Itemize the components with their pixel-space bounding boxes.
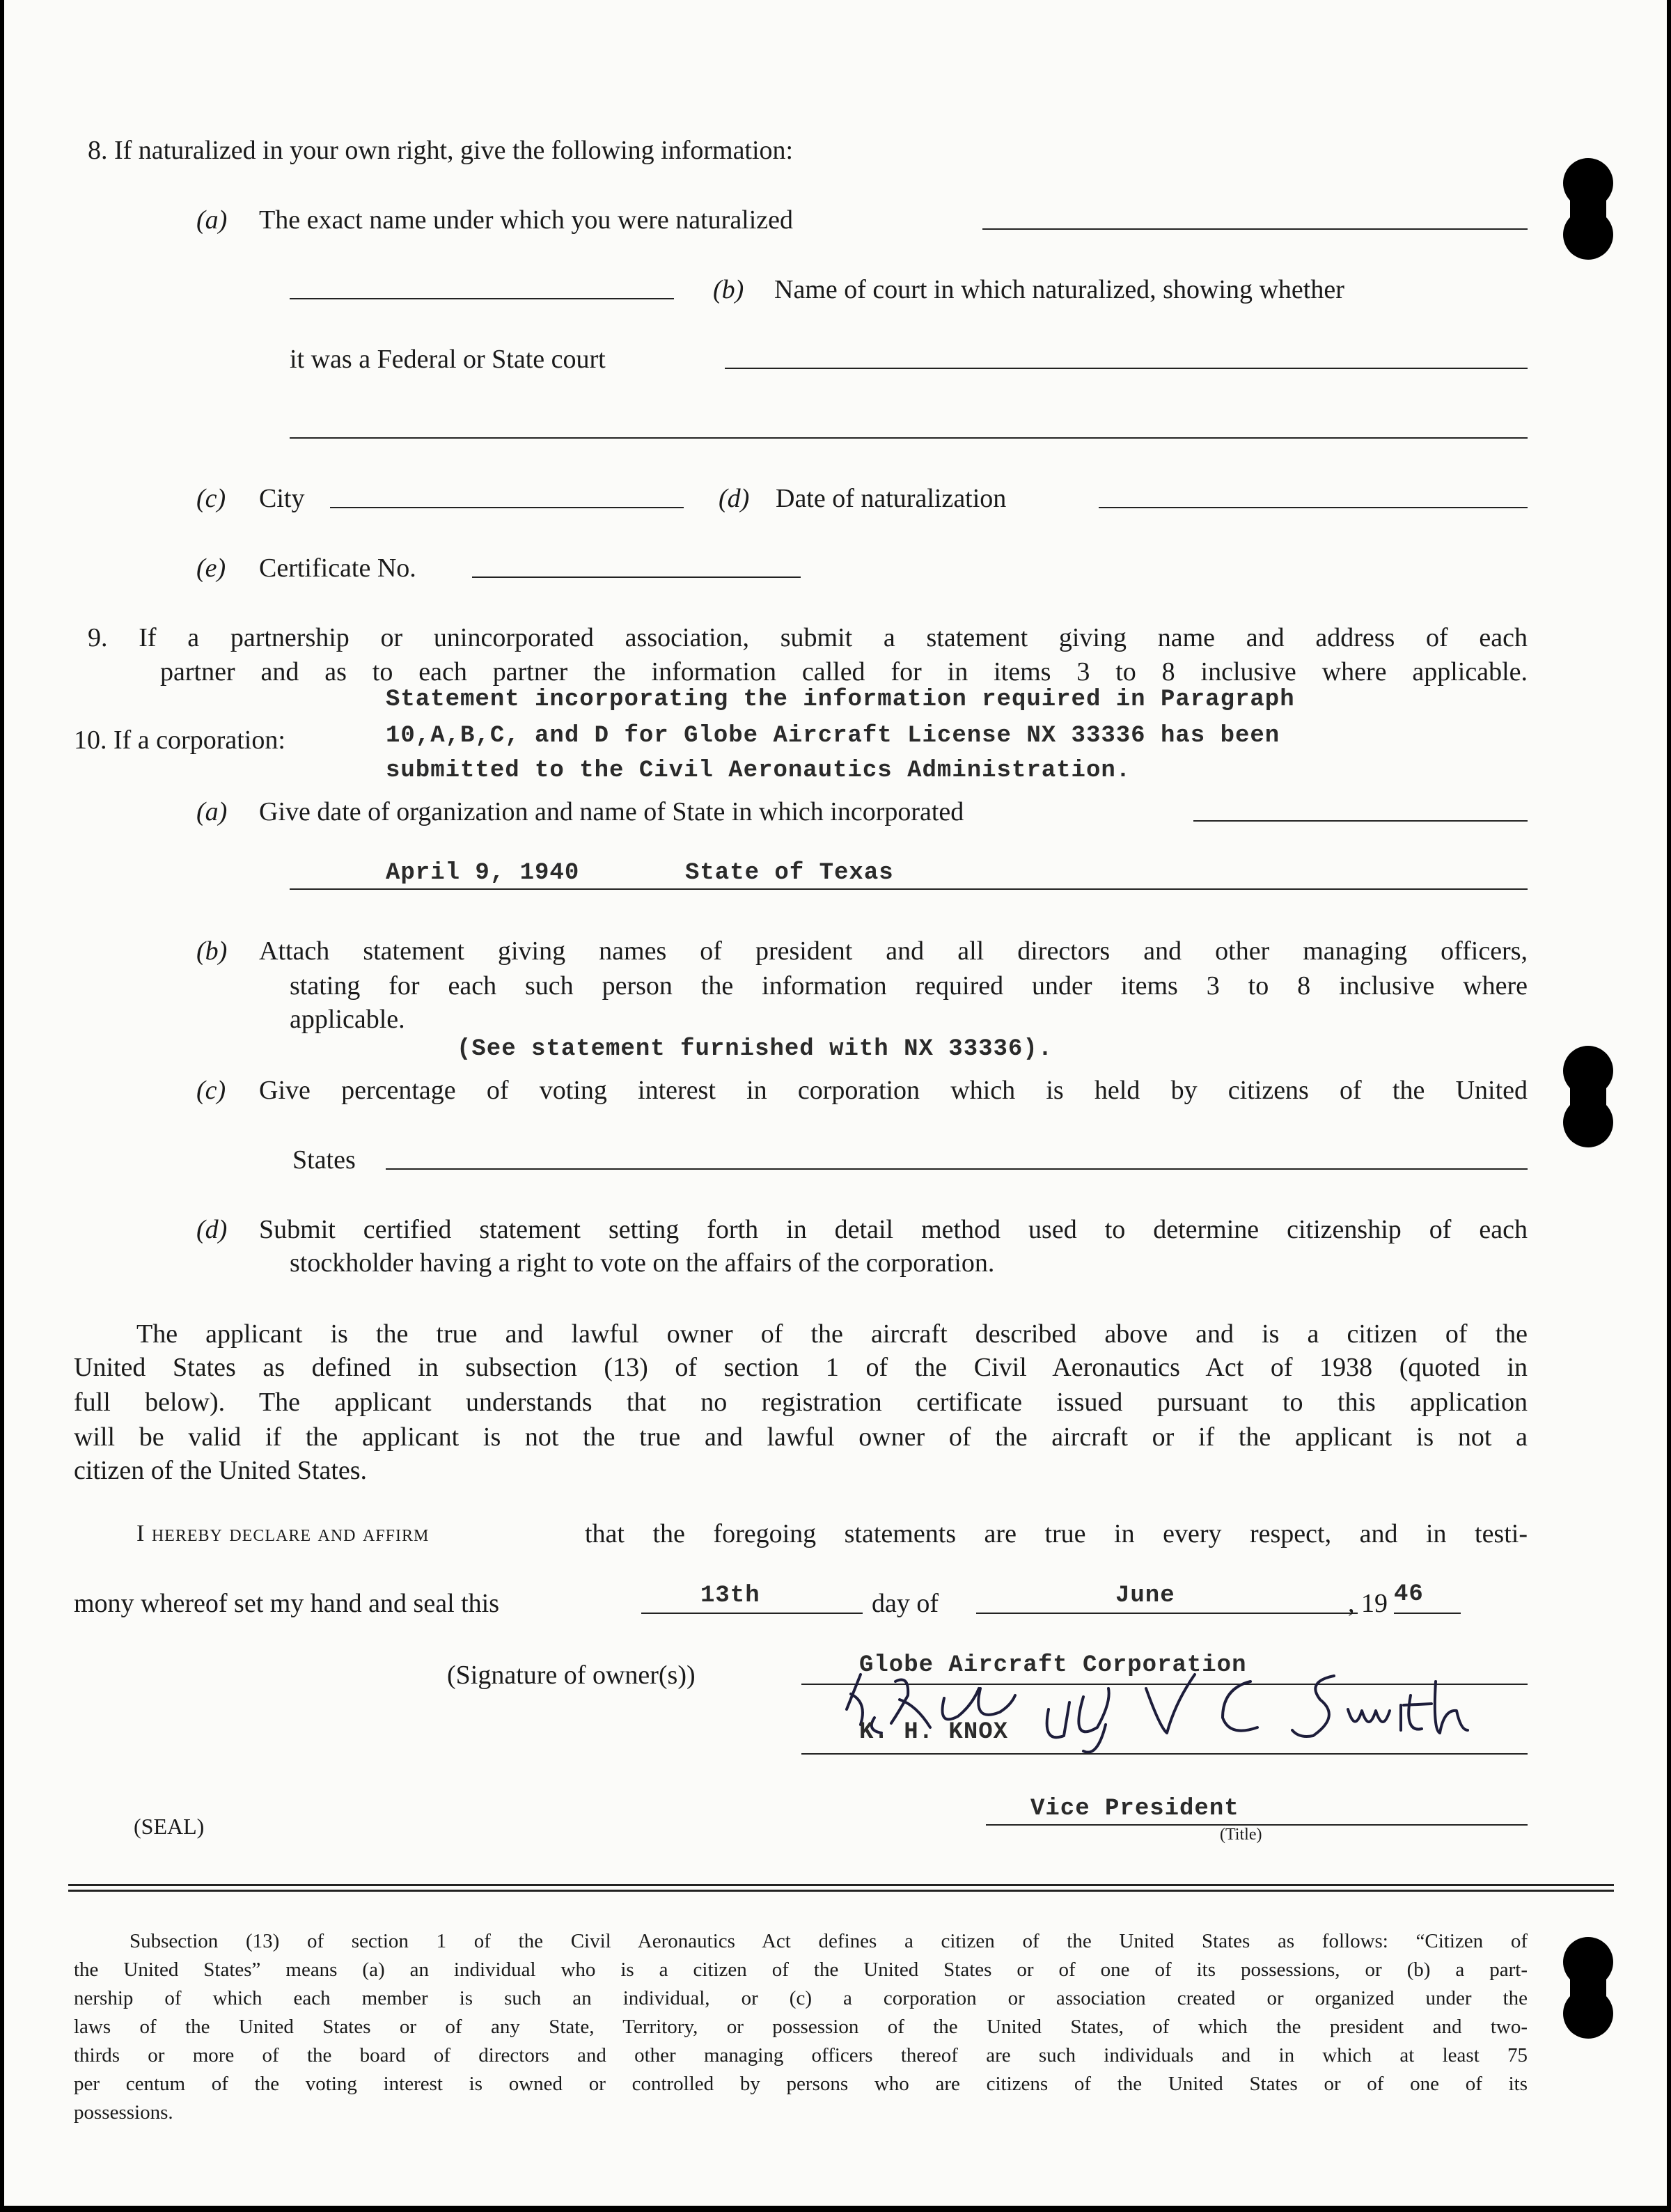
seal-label: (SEAL) [134,1814,205,1839]
item8-e-label: (e) [196,554,226,583]
item10-typed-note-3: submitted to the Civil Aeronautics Administration. [386,758,1131,784]
footnote-divider-top [68,1884,1614,1886]
item8-a-label: (a) [196,205,228,235]
footnote-line5: thirds or more of the board of directors and other managing officers thereof are such individuals and in which at least 75 [74,2044,1528,2066]
item10-d-text1: Submit certified statement setting forth in detail method used to determine citizenship of each [259,1215,1528,1244]
signature-label: (Signature of owner(s)) [447,1661,696,1690]
item10-heading: 10. If a corporation: [74,725,285,755]
item8-b-text: Name of court in which naturalized, showing whether [774,275,1344,304]
affirm-year-blank [1394,1613,1461,1614]
item8-b-blank-1 [725,368,1528,369]
item8-a-text: The exact name under which you were naturalized [259,205,794,235]
signature-company: Globe Aircraft Corporation [859,1652,1247,1679]
item8-d-blank [1099,507,1528,508]
item10-c-text1: Give percentage of voting interest in corporation which is held by citizens of the United [259,1076,1528,1105]
item10-b-typed: (See statement furnished with NX 33336). [457,1036,1053,1062]
affirm-day-blank [641,1613,863,1614]
affirm-day: 13th [700,1583,760,1609]
item10-a-text: Give date of organization and name of State in which incorporated [259,797,964,826]
item8-e-blank [472,576,801,578]
item8-a-blank [982,228,1528,230]
affirm-day-of: day of [872,1589,939,1618]
item8-b-text2: it was a Federal or State court [290,345,606,374]
affirm-year-suffix: 46 [1394,1581,1424,1608]
item8-heading: 8. If naturalized in your own right, give the following information: [88,136,794,165]
binder-hole-middle [1560,1044,1616,1149]
document-page [4,0,1667,2206]
item8-b-blank-pre [290,298,674,299]
item10-b-text3: applicable. [290,1005,405,1034]
item10-a-label: (a) [196,797,228,826]
item10-a-blank-2 [290,888,1528,890]
item8-c-text: City [259,484,305,513]
affirm-line1-rest: that the foregoing statements are true in every respect, and in testi- [585,1519,1528,1548]
item10-b-text1: Attach statement giving names of president and all directors and other managing officers, [259,936,1528,966]
declaration-line2: United States as defined in subsection (13) of section 1 of the Civil Aeronautics Act of 1938 (quoted in [74,1353,1528,1382]
item10-a-answer-state: State of Texas [685,860,894,886]
declaration-line4: will be valid if the applicant is not the true and lawful owner of the aircraft or if the applicant is not a [74,1422,1528,1452]
signature-title-caption: (Title) [1220,1826,1262,1844]
item8-b-label: (b) [713,275,744,304]
footnote-line4: laws of the United States or of any State, Territory, or possession of the United States, of which the president and two- [74,2016,1528,2038]
item9-line1: 9. If a partnership or unincorporated association, submit a statement giving name and address of each [88,623,1528,652]
binder-hole-bottom [1560,1936,1616,2040]
item10-c-label: (c) [196,1076,226,1105]
footnote-line2: the United States” means (a) an individual who is a citizen of the United States or of one of its possessions, or (b) a part- [74,1959,1528,1981]
footnote-divider-bottom [68,1890,1614,1892]
item10-typed-note-1: Statement incorporating the information required in Paragraph [386,687,1295,713]
item10-a-answer-date: April 9, 1940 [386,860,580,886]
binder-hole-top [1560,157,1616,261]
signature-blank-2 [801,1753,1528,1755]
item10-c-blank [386,1168,1528,1170]
footnote-line1: Subsection (13) of section 1 of the Civil Aeronautics Act defines a citizen of the United States as follows: “Citizen of [130,1930,1528,1952]
item8-d-text: Date of naturalization [776,484,1007,513]
affirm-line2-start: mony whereof set my hand and seal this [74,1589,500,1618]
item10-d-label: (d) [196,1215,228,1244]
item10-c-text2: States [292,1145,356,1175]
affirm-month-blank [976,1613,1358,1614]
item8-d-label: (d) [719,484,750,513]
item8-b-blank-2 [290,437,1528,439]
affirm-lead: I hereby declare and affirm [136,1521,430,1546]
declaration-line1: The applicant is the true and lawful owner of the aircraft described above and is a citizen of the [136,1319,1528,1349]
item10-a-blank-1 [1193,820,1528,822]
declaration-line3: full below). The applicant understands that no registration certificate issued pursuant to this application [74,1388,1528,1417]
signature-title-typed: Vice President [1030,1796,1239,1822]
affirm-month: June [1115,1583,1175,1609]
item8-c-blank [330,507,684,508]
item8-e-text: Certificate No. [259,554,416,583]
item10-d-text2: stockholder having a right to vote on the affairs of the corporation. [290,1248,995,1278]
footnote-line7: possessions. [74,2101,173,2124]
footnote-line3: nership of which each member is such an individual, or (c) a corporation or association created or organized under the [74,1987,1528,2009]
signature-signer-typed: K. H. KNOX [859,1719,1009,1746]
affirm-year-prefix: , 19 [1348,1589,1388,1618]
footnote-line6: per centum of the voting interest is owned or controlled by persons who are citizens of the United States or of one of its [74,2073,1528,2095]
item9-line2: partner and as to each partner the information called for in items 3 to 8 inclusive where applicable. [160,657,1528,687]
item10-typed-note-2: 10,A,B,C, and D for Globe Aircraft License NX 33336 has been [386,723,1280,749]
item10-b-text2: stating for each such person the information required under items 3 to 8 inclusive where [290,971,1528,1001]
item10-b-label: (b) [196,936,228,966]
item8-c-label: (c) [196,484,226,513]
declaration-line5: citizen of the United States. [74,1456,368,1485]
